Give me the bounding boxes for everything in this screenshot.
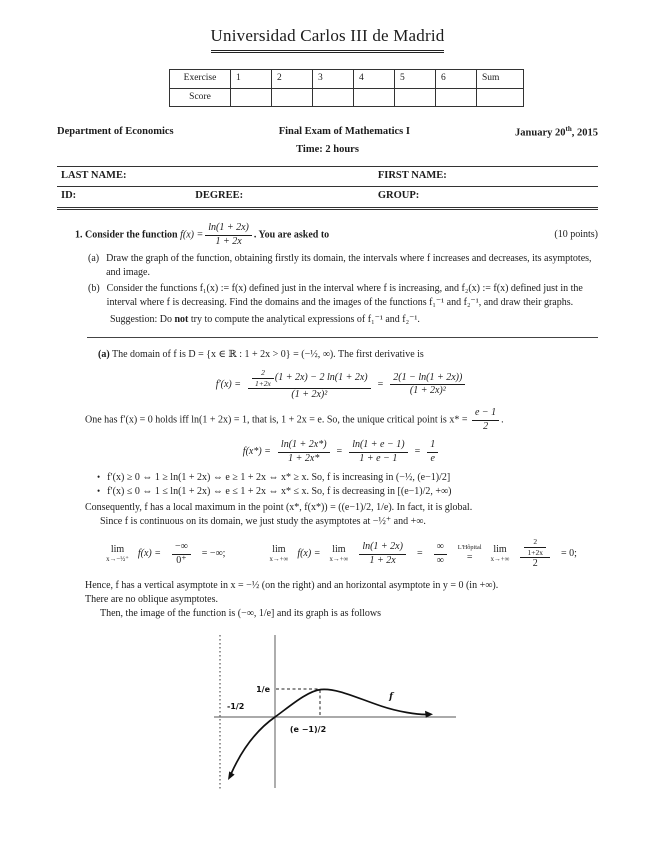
score-table-score-row xyxy=(170,88,524,106)
lhopital-equals: L'Hôpital = xyxy=(457,544,482,563)
id-label: ID: xyxy=(61,190,77,202)
solution-a-label: (a) xyxy=(98,349,110,361)
score-cell-2 xyxy=(272,88,313,106)
document-header xyxy=(57,24,598,53)
problem-intro: Consider the function xyxy=(85,229,178,241)
exam-meta-row xyxy=(57,125,598,141)
score-header-6: 6 xyxy=(436,70,477,88)
label-one-over-e: 1/e xyxy=(256,684,270,694)
oblique-line: There are no oblique asymptotes. xyxy=(85,593,219,605)
function-lhs: f(x) = xyxy=(180,229,204,241)
score-table xyxy=(169,69,524,107)
id-row xyxy=(57,187,598,207)
score-cell-sum xyxy=(477,88,524,106)
increasing-bullet: • f′(x) ≥ 0 ⇔ 1 ≥ ln(1 + 2x) ⇔ e ≥ 1 + 2x ⇔ x* ≥ x. So, f is increasing in (−½, (e−1)/2] xyxy=(97,472,451,484)
item-a xyxy=(88,252,598,280)
score-header-exercise: Exercise xyxy=(170,70,231,88)
label-f: f xyxy=(389,691,393,702)
since-line: Since f is continuous on its domain, we just study the asymptotes at −½⁺ and +∞. xyxy=(100,516,426,528)
final-limit-fraction: $\frac{\frac{2}{1+2x}}{2}$ xyxy=(520,537,549,570)
item-b-text: Consider the functions f₁(x) := f(x) defined just in the interval where f is increasing, and f₂(x) := f(x) defined just in the interval where f is decreasing. Find the domains and the images of the functions f₁⁻¹ and f₂⁻¹, and draw their graphs. xyxy=(106,283,583,309)
solution-a xyxy=(85,348,598,621)
nested-fraction: $\frac{2}{1+2x}$ xyxy=(252,368,274,388)
label-e-minus-1-over-2: (e −1)/2 xyxy=(289,724,327,734)
problem-number: 1. xyxy=(75,229,83,241)
item-b xyxy=(88,282,598,310)
date-ordinal: th xyxy=(565,124,572,133)
derivative-fraction-2: $\frac{2(1 - \ln(1 + 2x))}{\text{(1 + 2x)²}}$ xyxy=(390,372,465,398)
score-header-5: 5 xyxy=(395,70,436,88)
score-cell-5 xyxy=(395,88,436,106)
monotonicity-bullets xyxy=(97,471,598,499)
student-info-table xyxy=(57,166,598,210)
consequently-line: Consequently, f has a local maximum in the point (x*, f(x*)) = ((e−1)/2, 1/e). In fact, it is global. xyxy=(85,502,473,514)
function-graph xyxy=(185,631,598,804)
critical-point-line: One has f′(x) = 0 holds iff ln(1 + 2x) = 1, that is, 1 + 2x = e. So, the unique critical point is x* = $\frac{e - 1}{2}$ . xyxy=(85,407,504,432)
last-name-label: LAST NAME: xyxy=(61,169,127,181)
item-b-label: (b) xyxy=(88,283,100,295)
limit-4: lim x→+∞ xyxy=(490,544,510,563)
exam-date: January 20th, 2015 xyxy=(515,124,598,139)
degree-label: DEGREE: xyxy=(195,190,244,202)
score-row-label: Score xyxy=(170,88,231,106)
limit-2: lim x→+∞ xyxy=(269,544,289,563)
suggestion-line: Suggestion: Do not try to compute the analytical expressions of f₁⁻¹ and f₂⁻¹. xyxy=(110,314,420,326)
solution-a-intro: (a) The domain of f is D = {x ∈ ℝ : 1 + 2x > 0} = (−½, ∞). The first derivative is xyxy=(98,349,424,361)
page-title: Universidad Carlos III de Madrid xyxy=(211,24,445,51)
department-label: Department of Economics xyxy=(57,125,174,137)
item-a-text: Draw the graph of the function, obtaining firstly its domain, the intervals where f increases and decreases, its asymptotes, and image. xyxy=(106,253,592,279)
derivative-fraction-1: $\frac{2}{1+2x}$ (1 + 2x) − 2 ln(1 + 2x) (1 + 2x)² xyxy=(248,368,371,401)
score-cell-4 xyxy=(354,88,395,106)
limits-equation: lim x→−½⁺ f(x) = $\frac{-\infty}{0^+}$ = −∞; lim x→+∞ f(x) = lim x→+∞ $\frac{\ln(1 + 2x)}{1 + 2x}$ = $\frac{\infty}{\infty}$ L'Hôpital = lim x→+∞ $\frac{\frac{2}{1+2x}}{2}$ = 0; xyxy=(106,537,577,570)
exam-time: Time: 2 hours xyxy=(296,144,359,156)
graph-svg xyxy=(185,631,485,799)
score-header-4: 4 xyxy=(354,70,395,88)
group-label: GROUP: xyxy=(377,190,420,202)
derivative-equation: f′(x) = $\frac{2}{1+2x}$ (1 + 2x) − 2 ln(1 + 2x) (1 + 2x)² = $\frac{2(1 - \ln(1 + 2x))}{\text{(1 + 2x)²}}$ xyxy=(85,368,598,401)
exam-title: Final Exam of Mathematics I xyxy=(278,125,410,137)
limit-1: lim x→−½⁺ xyxy=(106,544,129,563)
curve-arrow-left xyxy=(228,771,235,780)
problem-1 xyxy=(75,222,598,327)
score-cell-3 xyxy=(313,88,354,106)
score-header-sum: Sum xyxy=(477,70,524,88)
first-name-label: FIRST NAME: xyxy=(377,169,447,181)
score-header-1: 1 xyxy=(231,70,272,88)
function-curve xyxy=(231,689,426,774)
item-a-label: (a) xyxy=(88,253,100,265)
score-cell-6 xyxy=(436,88,477,106)
score-cell-1 xyxy=(231,88,272,106)
name-row xyxy=(57,167,598,188)
decreasing-bullet: • f′(x) ≤ 0 ⇔ 1 ≤ ln(1 + 2x) ⇔ e ≤ 1 + 2x ⇔ x* ≤ x. So, f is decreasing in [(e−1)/2, +∞) xyxy=(97,486,452,498)
image-line: Then, the image of the function is (−∞, 1/e] and its graph is as follows xyxy=(100,607,382,619)
limit-3: lim x→+∞ xyxy=(329,544,349,563)
section-divider xyxy=(87,337,598,338)
score-table-header-row xyxy=(170,70,524,88)
label-minus-one-half: -1/2 xyxy=(227,701,245,711)
problem-intro-tail: . You are asked to xyxy=(253,229,330,241)
fstar-equation: f(x*) = $\frac{\ln(1 + 2x*)}{1 + 2x*}$ = $\frac{\ln(1 + e - 1)}{1 + e - 1}$ = $\frac{1}{e}$ xyxy=(85,439,598,465)
score-header-2: 2 xyxy=(272,70,313,88)
problem-1-statement xyxy=(75,222,598,248)
critical-fraction: $\frac{e - 1}{2}$ xyxy=(472,407,499,433)
points-badge: (10 points) xyxy=(554,229,598,241)
hence-line: Hence, f has a vertical asymptote in x = −½ (on the right) and an horizontal asymptote in y = 0 (in +∞). xyxy=(85,579,499,591)
function-fraction: $\frac{\ln(1 + 2x)}{1 + 2x}$ xyxy=(205,222,252,248)
score-header-3: 3 xyxy=(313,70,354,88)
